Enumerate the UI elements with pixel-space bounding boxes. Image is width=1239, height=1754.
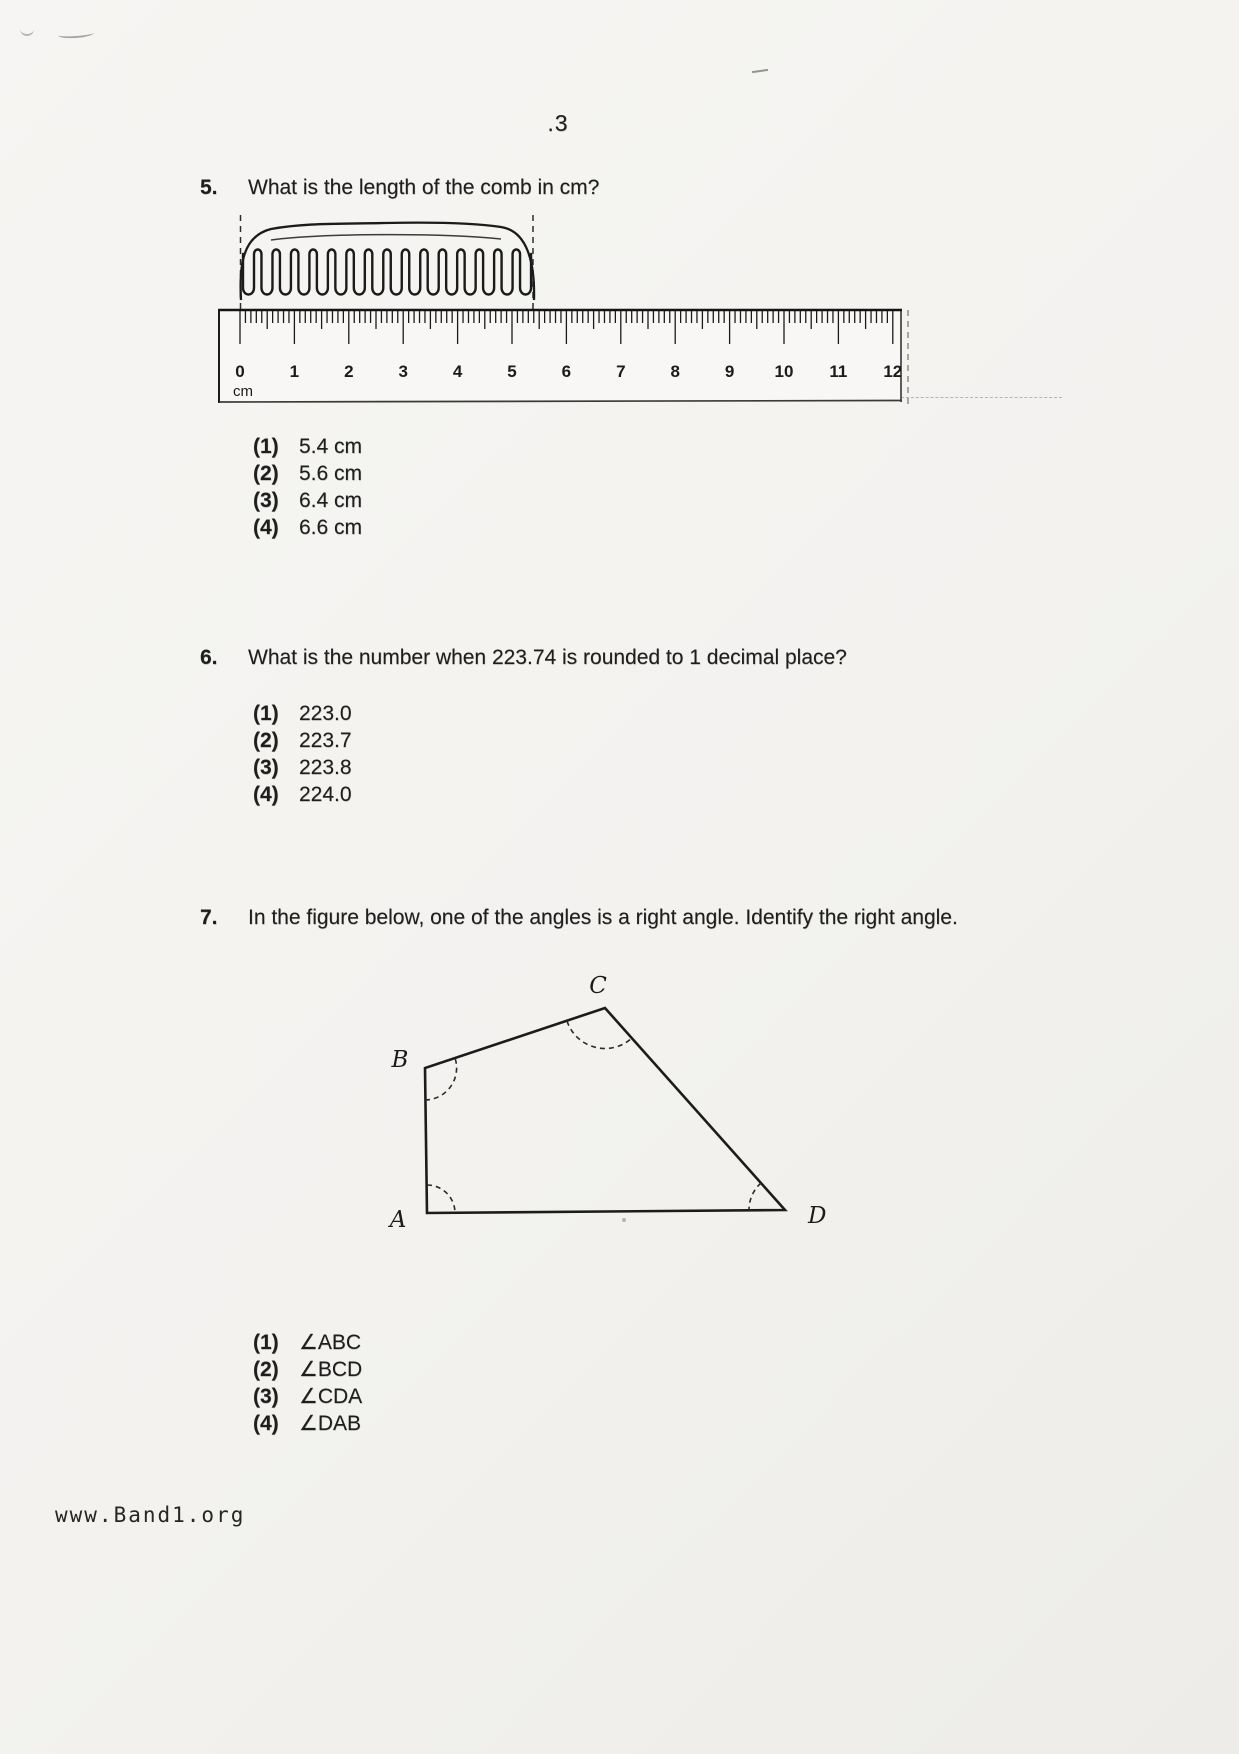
option-value: 6.6 cm xyxy=(299,516,363,539)
option-marker: (4) xyxy=(253,1412,279,1435)
q7-option-1 xyxy=(253,1330,361,1355)
vertex-label-A: A xyxy=(389,1207,407,1233)
quadrilateral-figure xyxy=(340,955,880,1265)
q5-option-3 xyxy=(253,489,362,513)
comb-ruler-figure xyxy=(205,212,915,412)
ruler-number: 8 xyxy=(670,362,680,381)
option-value: 224.0 xyxy=(299,783,352,806)
comb-teeth xyxy=(243,249,531,294)
ruler-number: 4 xyxy=(452,362,463,381)
angle-arc-D xyxy=(749,1183,761,1210)
option-marker: (2) xyxy=(253,1358,279,1381)
option-marker: (3) xyxy=(253,1385,279,1408)
angle-arc-B xyxy=(425,1058,457,1100)
option-marker: (2) xyxy=(253,462,279,485)
question-5-number: 5. xyxy=(200,176,218,199)
ruler-number: 1 xyxy=(289,362,300,381)
q5-option-1 xyxy=(253,435,362,459)
q7-option-3 xyxy=(253,1384,362,1409)
option-marker: (1) xyxy=(253,1331,279,1354)
option-marker: (1) xyxy=(253,702,279,725)
option-value: ∠CDA xyxy=(299,1385,363,1408)
q7-option-4 xyxy=(253,1411,361,1436)
option-value: 223.7 xyxy=(299,729,352,752)
option-marker: (3) xyxy=(253,756,279,779)
q7-option-2 xyxy=(253,1357,362,1382)
option-marker: (4) xyxy=(253,516,279,539)
scan-artifact-line xyxy=(896,397,1062,398)
ruler-number: 0 xyxy=(235,362,245,381)
question-5-text: What is the length of the comb in cm? xyxy=(248,176,600,199)
comb-spine-line xyxy=(271,235,501,240)
ruler-body xyxy=(218,310,902,402)
ruler-number: 9 xyxy=(724,362,735,381)
quadrilateral-outline xyxy=(425,1008,785,1213)
option-value: 5.6 cm xyxy=(299,462,363,485)
question-6-text: What is the number when 223.74 is rounded to 1 decimal place? xyxy=(248,646,847,669)
vertex-label-C: C xyxy=(589,973,607,999)
q6-option-4 xyxy=(253,783,352,807)
option-value: 223.8 xyxy=(299,756,352,779)
ruler-unit-label: cm xyxy=(233,383,253,400)
ruler-number: 6 xyxy=(561,362,572,381)
option-value: 6.4 cm xyxy=(299,489,363,512)
q6-option-3 xyxy=(253,756,352,780)
ruler-number: 12 xyxy=(883,362,903,381)
vertex-label-D: D xyxy=(808,1203,827,1229)
option-value: 5.4 cm xyxy=(299,435,363,458)
option-marker: (2) xyxy=(253,729,279,752)
question-7-number: 7. xyxy=(200,906,218,929)
ruler-number: 10 xyxy=(774,362,794,381)
vertex-label-B: B xyxy=(391,1047,409,1073)
option-marker: (4) xyxy=(253,783,279,806)
question-7-text: In the figure below, one of the angles is a right angle. Identify the right angle. xyxy=(248,906,958,929)
question-5 xyxy=(200,176,599,200)
footer-site-text: www.Band1.org xyxy=(55,1503,246,1527)
scan-artifact xyxy=(20,26,34,36)
scan-artifact xyxy=(58,29,94,39)
q6-option-1 xyxy=(253,702,352,726)
question-6 xyxy=(200,646,847,670)
ruler-number: 11 xyxy=(829,362,848,381)
ruler-number: 3 xyxy=(398,362,408,381)
q5-option-2 xyxy=(253,462,362,486)
question-7 xyxy=(200,906,958,930)
ruler-number: 7 xyxy=(616,362,626,381)
option-value: ∠BCD xyxy=(299,1358,363,1381)
option-marker: (3) xyxy=(253,489,279,512)
q5-option-4 xyxy=(253,516,362,540)
option-value: 223.0 xyxy=(299,702,352,725)
ruler-number: 2 xyxy=(344,362,354,381)
scan-artifact xyxy=(752,69,768,73)
q6-option-2 xyxy=(253,729,352,753)
ruler-number: 5 xyxy=(507,362,517,381)
option-value: ∠DAB xyxy=(299,1412,362,1435)
page-number: .3 xyxy=(547,110,569,136)
option-marker: (1) xyxy=(253,435,279,458)
question-6-number: 6. xyxy=(200,646,218,669)
angle-arc-A xyxy=(427,1185,455,1213)
option-value: ∠ABC xyxy=(299,1331,362,1354)
angle-arc-C xyxy=(567,1021,632,1048)
